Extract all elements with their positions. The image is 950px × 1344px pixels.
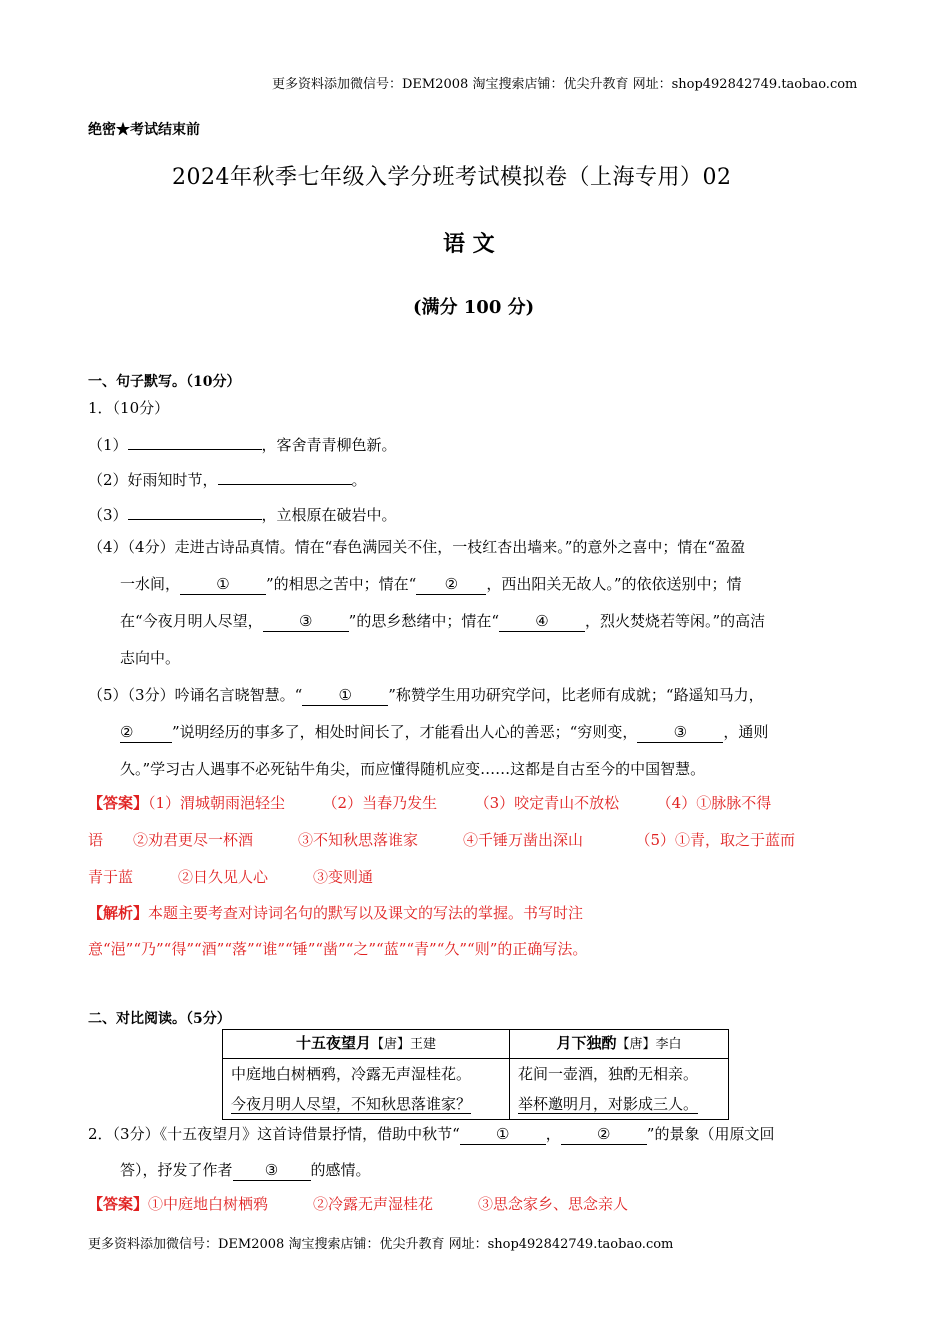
- poem1-title-cell: [223, 1030, 510, 1059]
- item-4-line-2: [120, 573, 742, 595]
- text-span: 答），抒发了作者: [120, 1161, 233, 1179]
- text-span: ”说明经历的事多了，相处时间长了，才能看出人心的善恶；“穷则变，: [172, 723, 638, 741]
- secret-label: 绝密★考试结束前: [88, 122, 200, 138]
- answer-line-2: 语 ②劝君更尽一杯酒 ③不知秋思落谁家 ④千锤万凿出深山 （5）①青，取之于蓝而: [88, 831, 796, 849]
- blank-input[interactable]: ③: [263, 613, 349, 632]
- section2-heading: 二、对比阅读。（5分）: [88, 1011, 231, 1027]
- text-span: 2．（3分）《十五夜望月》这首诗借景抒情，借助中秋节“: [88, 1125, 460, 1143]
- blank-input[interactable]: ③: [637, 724, 723, 743]
- subject-title: 语 文: [443, 231, 495, 257]
- poem1-line-2: 今夜月明人尽望，不知秋思落谁家？: [231, 1095, 472, 1113]
- analysis-line-1: [88, 902, 583, 923]
- blank-input[interactable]: ②: [120, 724, 172, 743]
- answer-tag: 【答案】: [88, 794, 149, 812]
- poem2-title: 月下独酌: [556, 1034, 617, 1052]
- item-3-prefix: （3）: [88, 506, 128, 524]
- poem2-dynasty: 【唐】: [616, 1037, 656, 1052]
- blank-input[interactable]: ②: [561, 1126, 647, 1145]
- item-4-line-3: [120, 610, 765, 632]
- question2-line-2: [120, 1159, 371, 1181]
- answer-text: （1）渭城朝雨浥轻尘 （2）当春乃发生 （3）咬定青山不放松 （4）①脉脉不得: [148, 794, 772, 812]
- item-5-line-2: [120, 721, 768, 743]
- item-4-line-1: （4）（4分）走进古诗品真情。情在“春色满园关不住，一枝红杏出墙来。”的意外之喜中；情在“盈盈: [88, 538, 746, 556]
- answer2-line: [88, 1193, 628, 1214]
- text-span: 一水间，: [120, 575, 181, 593]
- blank-input[interactable]: [128, 431, 262, 450]
- table-row: [223, 1059, 729, 1120]
- item-3-suffix: ，立根原在破岩中。: [261, 506, 397, 524]
- poem2-line-2: 举杯邀明月，对影成三人。: [518, 1095, 699, 1113]
- blank-input[interactable]: [218, 466, 352, 485]
- item-3: [88, 501, 397, 525]
- question1-head: 1．（10分）: [88, 399, 170, 417]
- analysis-tag: 【解析】: [88, 904, 149, 922]
- item-2-prefix: （2）好雨知时节，: [88, 471, 218, 489]
- text-span: ，: [545, 1125, 561, 1143]
- poem1-dynasty: 【唐】: [370, 1037, 410, 1052]
- section1-heading: 一、句子默写。（10分）: [88, 374, 241, 390]
- poem-comparison-table: [222, 1029, 729, 1120]
- blank-input[interactable]: ④: [499, 613, 585, 632]
- poem1-title: 十五夜望月: [295, 1034, 371, 1052]
- table-row: [223, 1030, 729, 1059]
- item-5-line-1: [88, 684, 764, 706]
- item-2-suffix: 。: [351, 471, 367, 489]
- item-1-prefix: （1）: [88, 436, 128, 454]
- text-span: 的感情。: [310, 1161, 371, 1179]
- blank-input[interactable]: ①: [460, 1126, 546, 1145]
- blank-input[interactable]: ③: [233, 1162, 311, 1181]
- answer-text: ①中庭地白树栖鸦 ②冷露无声湿桂花 ③思念家乡、思念亲人: [148, 1195, 629, 1213]
- item-5-line-3: 久。”学习古人遇事不必死钻牛角尖，而应懂得随机应变……这都是自古至今的中国智慧。: [120, 760, 706, 778]
- text-span: ，烈火焚烧若等闲。”的高洁: [585, 612, 766, 630]
- poem2-title-cell: [510, 1030, 729, 1059]
- answer-tag: 【答案】: [88, 1195, 149, 1213]
- poem1-body: [223, 1059, 510, 1120]
- blank-input[interactable]: ②: [416, 576, 486, 595]
- answer-line-1: [88, 792, 771, 813]
- text-span: ”的思乡愁绪中；情在“: [348, 612, 500, 630]
- poem1-line-1: 中庭地白树栖鸦，冷露无声湿桂花。: [231, 1065, 472, 1083]
- text-span: ”称赞学生用功研究学问，比老师有成就；“路遥知马力，: [388, 686, 764, 704]
- text-span: ”的相思之苦中；情在“: [266, 575, 417, 593]
- poem2-line-1: 花间一壶酒，独酌无相亲。: [518, 1065, 699, 1083]
- poem1-author: 王建: [410, 1037, 437, 1052]
- item-4-line-4: 志向中。: [120, 649, 181, 667]
- text-span: ”的景象（用原文回: [646, 1125, 775, 1143]
- page-footer: 更多资料添加微信号：DEM2008 淘宝搜索店铺：优尖升教育 网址：shop492842749.taobao.com: [88, 1237, 674, 1252]
- blank-input[interactable]: ①: [302, 687, 388, 706]
- analysis-line-2: 意“浥”“乃”“得”“酒”“落”“谁”“锤”“凿”“之”“蓝”“青”“久”“则”的正确写法。: [88, 940, 588, 958]
- item-2: [88, 466, 367, 490]
- blank-input[interactable]: ①: [180, 576, 266, 595]
- blank-input[interactable]: [128, 501, 262, 520]
- full-score: (满分 100 分): [413, 297, 535, 318]
- question2-line-1: [88, 1123, 774, 1145]
- page-title: 2024年秋季七年级入学分班考试模拟卷（上海专用）02: [172, 165, 732, 190]
- text-span: （5）（3分）吟诵名言晓智慧。“: [88, 686, 303, 704]
- poem2-body: [510, 1059, 729, 1120]
- analysis-text: 本题主要考查对诗词名句的默写以及课文的写法的掌握。书写时注: [148, 904, 584, 922]
- item-1-suffix: ，客舍青青柳色新。: [261, 436, 397, 454]
- text-span: ，西出阳关无故人。”的依依送别中；情: [486, 575, 742, 593]
- page-header: 更多资料添加微信号：DEM2008 淘宝搜索店铺：优尖升教育 网址：shop492842749.taobao.com: [272, 77, 858, 92]
- item-1: [88, 431, 397, 455]
- poem2-author: 李白: [655, 1037, 682, 1052]
- text-span: ，通则: [723, 723, 769, 741]
- answer-line-3: 青于蓝 ②日久见人心 ③变则通: [88, 868, 374, 886]
- text-span: 在“今夜月明人尽望，: [120, 612, 263, 630]
